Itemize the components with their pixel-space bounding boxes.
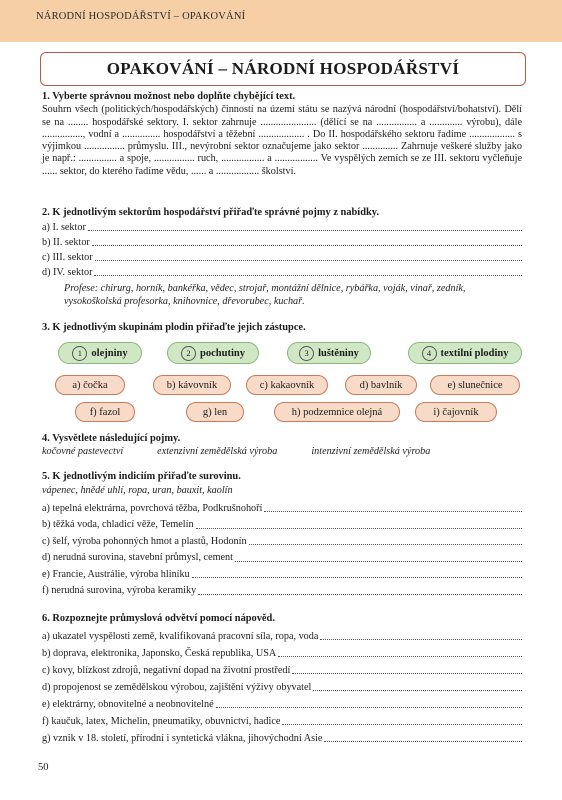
row-label: d) propojenost se zemědělskou výrobou, zajištění výživy obyvatel xyxy=(42,682,312,693)
answer-row[interactable] xyxy=(42,660,522,677)
answer-row[interactable] xyxy=(42,499,522,516)
group-number: 2 xyxy=(181,346,196,361)
answer-row[interactable] xyxy=(42,264,522,279)
running-header: NÁRODNÍ HOSPODÁŘSTVÍ – OPAKOVÁNÍ xyxy=(36,11,246,22)
crop-card[interactable]: a) čočka xyxy=(55,375,125,395)
answer-line[interactable] xyxy=(278,656,522,657)
group-label: pochutiny xyxy=(200,347,245,359)
crop-card[interactable]: c) kakaovník xyxy=(246,375,328,395)
question-4 xyxy=(42,433,522,459)
question-2 xyxy=(42,207,522,308)
row-label: a) ukazatel vyspělosti země, kvalifikovaná pracovní síla, ropa, voda xyxy=(42,631,319,642)
question-1-text: Souhrn všech (politických/hospodářských) činností na území státu se nazývá národní (hospodářství/bohatství). Dělí se na ........ hospodářské sektory. I. sektor zahrnuje ...................... (dělící se na ................ a ............. výrobu), dále ................, vodní a ............... hospodářství a těžební .................. . Do II. hospodářského sektoru řadíme .................. s výjimkou ................ průmyslu. III., nevýrobní sektor označujeme jako sektor .............. Zahrnuje veškeré služby jako je např.: ............... a spoje, ................ ruch, ................. a ................. Ve vyspělých zemích se ze III. sektoru vyčleňuje ...... sektor, do kterého řadíme vědu, ...... a ................. školství. xyxy=(42,104,522,177)
row-label: b) doprava, elektronika, Japonsko, Česká republika, USA xyxy=(42,648,277,659)
crop-card[interactable]: d) bavlník xyxy=(345,375,417,395)
question-1 xyxy=(42,91,522,178)
row-label: d) nerudná surovina, stavební průmysl, cement xyxy=(42,552,233,564)
question-5 xyxy=(42,471,522,598)
page-title: OPAKOVÁNÍ – NÁRODNÍ HOSPODÁŘSTVÍ xyxy=(106,59,460,78)
question-3-heading: 3. K jednotlivým skupinám plodin přiřaďte jejich zástupce. xyxy=(42,322,306,333)
answer-row[interactable] xyxy=(42,626,522,643)
question-6 xyxy=(42,613,522,745)
answer-line[interactable] xyxy=(282,724,522,725)
group-number: 3 xyxy=(299,346,314,361)
group-number: 1 xyxy=(72,346,87,361)
crop-group-pochutiny[interactable] xyxy=(167,342,259,364)
question-2-options: Profese: chirurg, horník, bankéřka, vědec, strojař, montážní dělnice, rybářka, voják, vinař, zedník, vysokoškolská profesorka, knihovnice, dřevorubec, kuchař. xyxy=(64,283,466,307)
answer-line[interactable] xyxy=(324,741,522,742)
group-number: 4 xyxy=(422,346,437,361)
crop-card[interactable]: e) slunečnice xyxy=(430,375,520,395)
row-label: a) I. sektor xyxy=(42,222,86,233)
answer-line[interactable] xyxy=(88,230,522,231)
answer-row[interactable] xyxy=(42,234,522,249)
answer-row[interactable] xyxy=(42,711,522,728)
crop-group-olejniny[interactable] xyxy=(58,342,142,364)
answer-row[interactable] xyxy=(42,249,522,264)
question-5-options: vápenec, hnědé uhlí, ropa, uran, bauxit, kaolín xyxy=(42,485,233,497)
answer-line[interactable] xyxy=(313,690,522,691)
answer-row[interactable] xyxy=(42,515,522,532)
row-label: f) nerudná surovina, výroba keramiky xyxy=(42,585,197,597)
crop-card[interactable]: b) kávovník xyxy=(153,375,231,395)
row-label: d) IV. sektor xyxy=(42,267,93,278)
answer-line[interactable] xyxy=(92,245,522,246)
answer-row[interactable] xyxy=(42,694,522,711)
answer-row[interactable] xyxy=(42,219,522,234)
answer-line[interactable] xyxy=(192,577,522,578)
question-5-heading: 5. K jednotlivým indiciím přiřaďte surovinu. xyxy=(42,471,241,482)
question-4-heading: 4. Vysvětlete následující pojmy. xyxy=(42,433,181,444)
answer-line[interactable] xyxy=(196,528,522,529)
row-label: c) kovy, blízkost zdrojů, negativní dopad na životní prostředí xyxy=(42,665,291,676)
group-label: luštěniny xyxy=(318,347,359,359)
group-label: textilní plodiny xyxy=(440,347,509,359)
answer-row[interactable] xyxy=(42,532,522,549)
answer-line[interactable] xyxy=(320,639,522,640)
answer-line[interactable] xyxy=(235,561,522,562)
crop-card[interactable]: h) podzemnice olejná xyxy=(274,402,400,422)
answer-row[interactable] xyxy=(42,677,522,694)
question-6-heading: 6. Rozpoznejte průmyslová odvětví pomocí nápověd. xyxy=(42,613,275,624)
answer-row[interactable] xyxy=(42,581,522,598)
running-header-band xyxy=(0,0,562,42)
crop-group-lusteniny[interactable] xyxy=(287,342,371,364)
row-label: c) šelf, výroba pohonných hmot a plastů, Hodonín xyxy=(42,535,247,547)
crop-card[interactable]: g) len xyxy=(186,402,244,422)
question-2-heading: 2. K jednotlivým sektorům hospodářství přiřaďte správné pojmy z nabídky. xyxy=(42,207,379,218)
answer-row[interactable] xyxy=(42,548,522,565)
row-label: f) kaučuk, latex, Michelin, pneumatiky, obuvnictví, hadice xyxy=(42,716,281,727)
answer-line[interactable] xyxy=(292,673,522,674)
answer-row[interactable] xyxy=(42,565,522,582)
page-title-box xyxy=(40,52,526,86)
answer-line[interactable] xyxy=(216,707,522,708)
answer-row[interactable] xyxy=(42,728,522,745)
answer-line[interactable] xyxy=(95,260,522,261)
group-label: olejniny xyxy=(91,347,128,359)
row-label: g) vznik v 18. století, přírodní i syntetická vlákna, jihovýchodní Asie xyxy=(42,733,323,744)
answer-line[interactable] xyxy=(264,511,522,512)
row-label: e) Francie, Austrálie, výroba hliníku xyxy=(42,568,190,580)
crop-card[interactable]: f) fazol xyxy=(75,402,135,422)
row-label: b) II. sektor xyxy=(42,237,90,248)
term: extenzivní zemědělská výroba xyxy=(157,446,278,458)
question-1-heading: 1. Vyberte správnou možnost nebo doplňte chybějící text. xyxy=(42,91,296,102)
row-label: b) těžká voda, chladicí věže, Temelín xyxy=(42,519,194,531)
answer-line[interactable] xyxy=(198,594,522,595)
term: intenzivní zemědělská výroba xyxy=(311,446,431,458)
row-label: e) elektrárny, obnovitelné a neobnovitelné xyxy=(42,699,214,710)
row-label: c) III. sektor xyxy=(42,252,93,263)
page-number: 50 xyxy=(38,762,49,773)
question-3 xyxy=(42,322,522,334)
crop-card[interactable]: i) čajovník xyxy=(415,402,497,422)
crop-group-textilni-plodiny[interactable] xyxy=(408,342,522,364)
row-label: a) tepelná elektrárna, povrchová těžba, Podkrušnohoří xyxy=(42,502,263,514)
answer-line[interactable] xyxy=(94,275,522,276)
term: kočovné pastevectví xyxy=(42,446,124,458)
answer-line[interactable] xyxy=(249,544,522,545)
answer-row[interactable] xyxy=(42,643,522,660)
